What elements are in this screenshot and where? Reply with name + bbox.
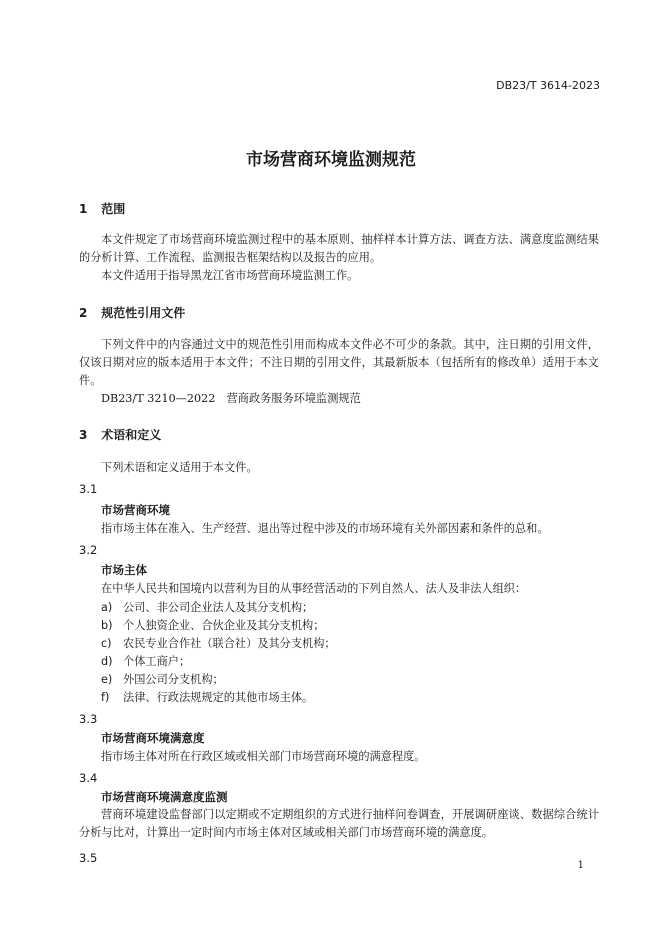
clause-number: 3.5 — [79, 851, 98, 865]
list-item-marker: a) — [101, 601, 113, 614]
term-definition: 指市场主体对所在行政区域或相关部门市场营商环境的满意程度。 — [101, 750, 426, 763]
list-item-marker: e) — [101, 673, 113, 686]
term-definition: 指市场主体在准入、生产经营、退出等过程中涉及的市场环境有关外部因素和条件的总和。 — [101, 522, 549, 535]
list-item — [101, 671, 224, 687]
section-number: 3 — [79, 428, 88, 442]
list-item-text: 外国公司分支机构； — [123, 673, 224, 686]
list-item — [101, 653, 190, 669]
clause-number: 3.2 — [79, 543, 98, 557]
paragraph: 本文件适用于指导黑龙江省市场营商环境监测工作。 — [101, 269, 359, 282]
section-title: 术语和定义 — [101, 428, 162, 442]
list-item — [101, 689, 313, 705]
terms-intro: 下列术语和定义适用于本文件。 — [101, 461, 258, 474]
section-heading-3 — [79, 426, 161, 443]
section-title: 范围 — [101, 202, 126, 216]
list-item-text: 个体工商户； — [123, 655, 191, 668]
standard-code: DB23/T 3614-2023 — [496, 79, 600, 92]
list-item-marker: f) — [101, 691, 110, 704]
section-heading-1 — [79, 200, 125, 217]
list-item-marker: d) — [101, 655, 113, 668]
list-item-text: 公司、非公司企业法人及其分支机构； — [123, 601, 314, 614]
term-title: 市场营商环境满意度 — [101, 731, 205, 745]
term-definition: 营商环境建设监督部门以定期或不定期组织的方式进行抽样问卷调查，开展调研座谈、数据综合统计分析与比对，计算出一定时间内市场主体对区域或相关部门市场营商环境的满意度。 — [79, 808, 599, 839]
list-item-marker: b) — [101, 619, 113, 632]
list-item — [101, 599, 313, 615]
term-title: 市场营商环境 — [101, 503, 170, 517]
normative-reference: DB23/T 3210—2022 营商政务服务环境监测规范 — [101, 392, 361, 405]
clause-number: 3.3 — [79, 712, 98, 726]
list-item — [101, 635, 336, 651]
section-heading-2 — [79, 304, 185, 321]
paragraph: 本文件规定了市场营商环境监测过程中的基本原则、抽样样本计算方法、调查方法、满意度监测结果的分析计算、工作流程、监测报告框架结构以及报告的应用。 — [79, 233, 599, 264]
term-title: 市场主体 — [101, 563, 147, 577]
list-item-text: 个人独资企业、合伙企业及其分支机构； — [123, 619, 325, 632]
term-definition: 在中华人民共和国境内以营利为目的从事经营活动的下列自然人、法人及非法人组织： — [101, 582, 527, 595]
list-item-text: 法律、行政法规规定的其他市场主体。 — [123, 691, 314, 704]
section-title: 规范性引用文件 — [101, 306, 186, 320]
document-title: 市场营商环境监测规范 — [246, 150, 416, 170]
list-item-marker: c) — [101, 637, 112, 650]
section-number: 2 — [79, 306, 88, 320]
clause-number: 3.1 — [79, 482, 98, 496]
paragraph: 下列文件中的内容通过文中的规范性引用而构成本文件必不可少的条款。其中，注日期的引用文件，仅该日期对应的版本适用于本文件；不注日期的引用文件，其最新版本（包括所有的修改单）适用于本文件。 — [79, 338, 599, 387]
term-title: 市场营商环境满意度监测 — [101, 790, 228, 804]
section-number: 1 — [79, 202, 88, 216]
list-item — [101, 617, 324, 633]
page-number: 1 — [577, 860, 584, 871]
clause-number: 3.4 — [79, 771, 98, 785]
list-item-text: 农民专业合作社（联合社）及其分支机构； — [123, 637, 336, 650]
